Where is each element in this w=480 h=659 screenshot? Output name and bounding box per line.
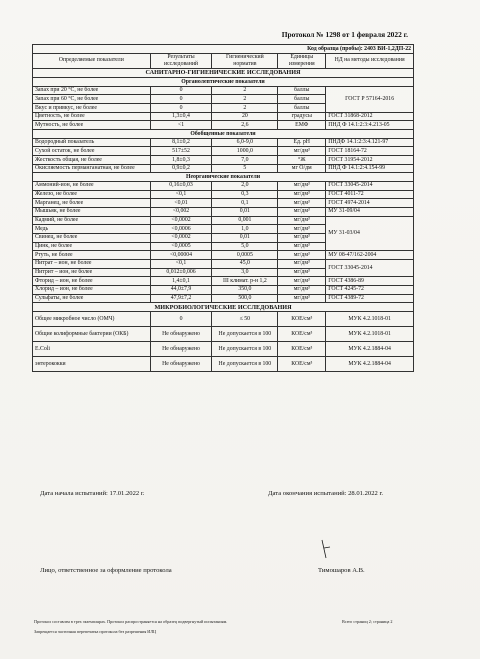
responsible-label: Лицо, ответственное за оформление протокола (40, 567, 172, 574)
table-row: Сульфаты, не более 47,9±7,2 500,0 мг/дм³ ГОСТ 4389-72 (33, 294, 414, 303)
date-start: Дата начала испытаний: 17.01.2022 г. (40, 490, 145, 497)
table-row: Железо, не более <0,1 0,3 мг/дм³ ГОСТ 4011-72 (33, 190, 414, 199)
table-row: Окисляемость перманганатная, не более 0,9±0,2 5 мг O/дм ПНД Ф 14.1:2:4.154-99 (33, 164, 414, 173)
col-norm: Гигиенический норматив (212, 53, 278, 68)
responsible-name: Тимошаров А.В. (318, 567, 365, 574)
table-row: Вкус и привкус, не более 0 2 баллы (33, 104, 414, 113)
method-shared-organoleptic: ГОСТ Р 57164-2016 (326, 86, 414, 112)
subsection-organoleptic: Органолептические показатели (33, 78, 414, 87)
col-units: Единицы измерения (278, 53, 326, 68)
table-row: Водородный показатель 8,1±0,2 6,0-9,0 Ед. pH ПНДФ 14.1:2:3:4.121-97 (33, 138, 414, 147)
table-row: Нитрит – ион, не более 0,012±0,006 3,0 мг/дм³ (33, 268, 414, 277)
footer-note-2: Запрещается частичная перепечатка протокола без разрешения ИЛЦ (34, 629, 157, 634)
table-row: Цинк, не более <0,0005 5,0 мг/дм³ (33, 242, 414, 251)
table-row: Нитрат – ион, не более <0,1 45,0 мг/дм³ ГОСТ 33045-2014 (33, 259, 414, 268)
results-table (32, 44, 414, 372)
table-row: Запах при 20 °С, не более 0 2 баллы ГОСТ Р 57164-2016 (33, 86, 414, 95)
table-row: Медь <0,0006 1,0 мг/дм³ (33, 225, 414, 234)
sample-code: Код образца (пробы): 2403 ВИ-1,2ДП-22 (33, 45, 414, 54)
table-row: энтерококки Не обнаружено Не допускается в 100 КОЕ/см³ МУК 4.2.1884-04 (33, 357, 414, 372)
col-method: НД на методы исследования (326, 53, 414, 68)
subsection-general: Обобщенные показатели (33, 130, 414, 139)
table-row: Аммоний-ион, не более 0,16±0,03 2,0 мг/дм³ ГОСТ 33045-2014 (33, 181, 414, 190)
date-end: Дата окончания испытаний: 28.01.2022 г. (268, 490, 384, 497)
table-row: Фторид – ион, не более 1,4±0,1 III климат. р-н 1,2 мг/дм³ ГОСТ 4386-89 (33, 277, 414, 286)
protocol-header: Протокол № 1298 от 1 февраля 2022 г. (281, 30, 408, 39)
col-indicator: Определяемые показатели (33, 53, 151, 68)
table-row: Марганец, не более <0,01 0,1 мг/дм³ ГОСТ 4974-2014 (33, 199, 414, 208)
table-row: Свинец, не более <0,0002 0,01 мг/дм³ (33, 233, 414, 242)
footer-note-1: Протокол составлен в трех экземплярах. Протокол распространяется на образец подвергнутый испытаниям. (34, 619, 228, 624)
section-title-sanitary: САНИТАРНО-ГИГИЕНИЧЕСКИЕ ИССЛЕДОВАНИЯ (33, 68, 414, 77)
table-header (33, 53, 414, 68)
table-row: Цветность, не более 1,3±0,4 20 градусы ГОСТ 31868-2012 (33, 112, 414, 121)
table-row: Ртуть, не более <0,00004 0,0005 мг/дм³ МУ 08-47/162-2004 (33, 251, 414, 260)
table-row: Общее микробное число (ОМЧ) 0 ≤ 50 КОЕ/см³ МУК 4.2.1018-01 (33, 312, 414, 327)
sample-code-row (33, 45, 414, 54)
table-row: Мышьяк, не более <0,002 0,01 мг/дм³ МУ 31-09/04 (33, 207, 414, 216)
footer-page-count: Всего страниц 2; страница 2 (342, 619, 393, 624)
handwritten-signature-mark (318, 538, 334, 560)
table-row: Хлорид – ион, не более 44,0±7,9 350,0 мг/дм³ ГОСТ 4245-72 (33, 285, 414, 294)
method-shared-inorganic: МУ 31-03/04 (326, 216, 414, 251)
section-title-micro: МИКРОБИОЛОГИЧЕСКИЕ ИССЛЕДОВАНИЯ (33, 303, 414, 312)
table-row: E.Coli Не обнаружено Не допускается в 100 КОЕ/см³ МУК 4.2.1884-04 (33, 342, 414, 357)
table-row: Кадмий, не более <0,0002 0,001 мг/дм³ МУ 31-03/04 (33, 216, 414, 225)
subsection-inorganic: Неорганические показатели (33, 173, 414, 182)
col-results: Результаты исследований (150, 53, 212, 68)
table-row: Сухой остаток, не более 517±52 1000,0 мг/дм³ ГОСТ 18164-72 (33, 147, 414, 156)
table-row: Общие колиформные бактерии (ОКБ) Не обнаружено Не допускается в 100 КОЕ/см³ МУК 4.2.1018-01 (33, 327, 414, 342)
table-row: Запах при 60 °С, не более 0 2 баллы (33, 95, 414, 104)
table-row: Жесткость общая, не более 1,8±0,3 7,0 °Ж ГОСТ 31954-2012 (33, 156, 414, 165)
table-row: Мутность, не более <1 2,6 ЕМФ ПНД Ф 14.1:2:3:4.213-05 (33, 121, 414, 130)
